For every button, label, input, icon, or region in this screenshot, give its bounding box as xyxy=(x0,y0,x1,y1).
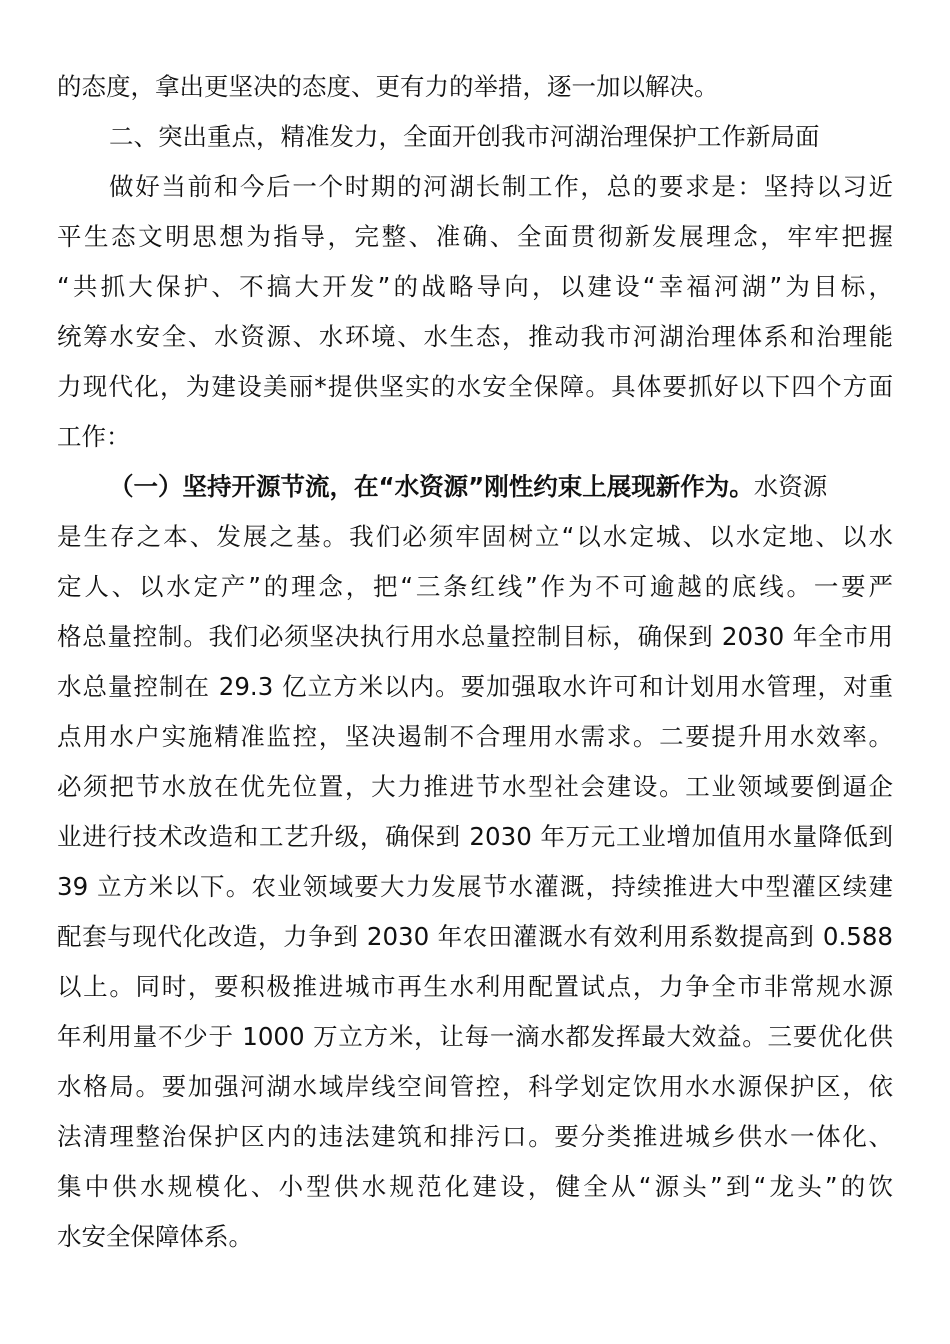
text-line: 工作： xyxy=(57,422,131,451)
text-line: 配套与现代化改造，力争到 2030 年农田灌溉水有效利用系数提高到 0.588 xyxy=(57,922,893,951)
document-page xyxy=(57,62,893,1262)
subsection-heading: （一）坚持开源节流，在“水资源”刚性约束上展现新作为。 xyxy=(109,472,754,501)
text-line: 水总量控制在 29.3 亿立方米以内。要加强取水许可和计划用水管理，对重 xyxy=(57,672,893,701)
text-line: 统筹水安全、水资源、水环境、水生态，推动我市河湖治理体系和治理能 xyxy=(57,322,893,351)
text-line: 水格局。要加强河湖水域岸线空间管控，科学划定饮用水水源保护区，依 xyxy=(57,1072,893,1101)
text-line: 平生态文明思想为指导，完整、准确、全面贯彻新发展理念，牢牢把握 xyxy=(57,222,893,251)
text-line: 39 立方米以下。农业领域要大力发展节水灌溉，持续推进大中型灌区续建 xyxy=(57,872,893,901)
text-line: 格总量控制。我们必须坚决执行用水总量控制目标，确保到 2030 年全市用 xyxy=(57,622,893,651)
text-line: 的态度，拿出更坚决的态度、更有力的举措，逐一加以解决。 xyxy=(57,72,719,101)
text-line: 以上。同时，要积极推进城市再生水利用配置试点，力争全市非常规水源 xyxy=(57,972,893,1001)
section-heading: 二、突出重点，精准发力，全面开创我市河湖治理保护工作新局面 xyxy=(109,122,820,151)
text-line: 年利用量不少于 1000 万立方米，让每一滴水都发挥最大效益。三要优化供 xyxy=(57,1022,893,1051)
text-line: 法清理整治保护区内的违法建筑和排污口。要分类推进城乡供水一体化、 xyxy=(57,1122,893,1151)
text-line: “共抓大保护、不搞大开发”的战略导向，以建设“幸福河湖”为目标， xyxy=(57,272,893,301)
text-line: 做好当前和今后一个时期的河湖长制工作，总的要求是：坚持以习近 xyxy=(109,172,893,201)
text-line: 是生存之本、发展之基。我们必须牢固树立“以水定城、以水定地、以水 xyxy=(57,522,893,551)
text-line: 力现代化，为建设美丽*提供坚实的水安全保障。具体要抓好以下四个方面 xyxy=(57,372,893,401)
text-line: 水安全保障体系。 xyxy=(57,1222,253,1251)
text-line: 集中供水规模化、小型供水规范化建设，健全从“源头”到“龙头”的饮 xyxy=(57,1172,893,1201)
subsection-first-line xyxy=(57,462,893,512)
subsection-lead-text: 水资源 xyxy=(753,472,828,501)
text-line: 定人、以水定产”的理念，把“三条红线”作为不可逾越的底线。一要严 xyxy=(57,572,893,601)
text-line: 必须把节水放在优先位置，大力推进节水型社会建设。工业领域要倒逼企 xyxy=(57,772,893,801)
text-line: 业进行技术改造和工艺升级，确保到 2030 年万元工业增加值用水量降低到 xyxy=(57,822,893,851)
text-line: 点用水户实施精准监控，坚决遏制不合理用水需求。二要提升用水效率。 xyxy=(57,722,893,751)
